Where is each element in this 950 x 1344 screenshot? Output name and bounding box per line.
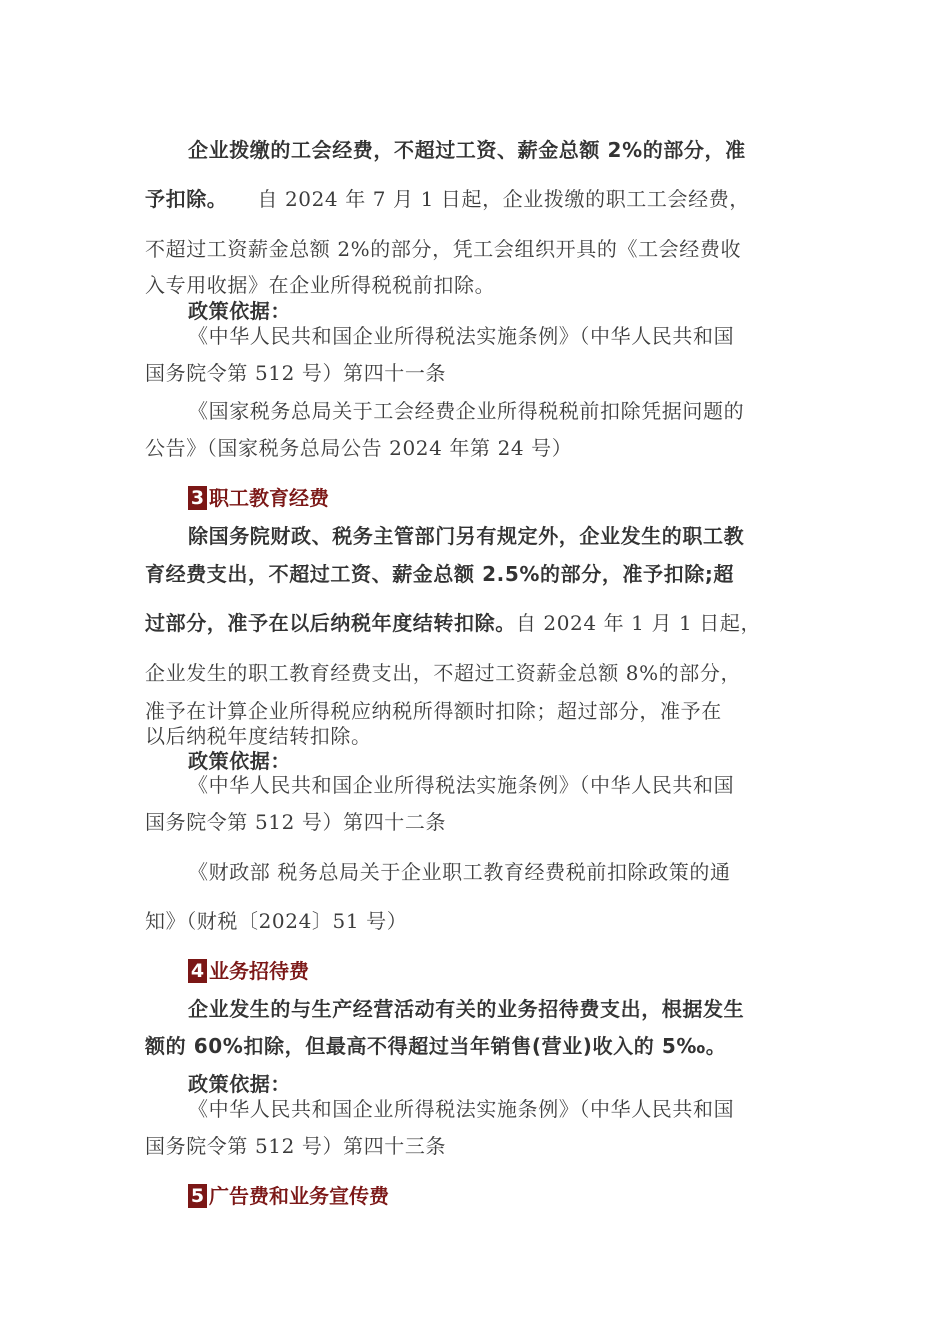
- section-number-badge: 4: [188, 959, 207, 983]
- section-title: 业务招待费: [209, 959, 309, 983]
- paragraph-line: 入专用收据》在企业所得税税前扣除。: [145, 273, 496, 297]
- bold-text: 过部分，准予在以后纳税年度结转扣除。: [145, 611, 516, 635]
- paragraph-line: 以后纳税年度结转扣除。: [145, 724, 372, 748]
- bold-text: 予扣除。: [145, 187, 228, 211]
- reference-line: 国务院令第 512 号）第四十二条: [145, 810, 447, 834]
- paragraph-line: 准予在计算企业所得税应纳税所得额时扣除；超过部分，准予在: [145, 699, 722, 723]
- section-heading: [188, 1181, 389, 1211]
- reference-line: 国务院令第 512 号）第四十三条: [145, 1134, 447, 1158]
- reference-line: 《中华人民共和国企业所得税法实施条例》（中华人民共和国: [188, 773, 735, 797]
- paragraph-line: 企业发生的职工教育经费支出，不超过工资薪金总额 8%的部分，: [145, 661, 742, 685]
- paragraph-line: 额的 60%扣除，但最高不得超过当年销售(营业)收入的 5‰。: [145, 1034, 727, 1058]
- section-heading: [188, 483, 329, 513]
- reference-line: 公告》（国家税务总局公告 2024 年第 24 号）: [145, 436, 573, 460]
- section-number-badge: 3: [188, 486, 207, 510]
- paragraph-line: 育经费支出，不超过工资、薪金总额 2.5%的部分，准予扣除;超: [145, 562, 735, 586]
- paragraph-line: 除国务院财政、税务主管部门另有规定外，企业发生的职工教: [188, 524, 745, 548]
- reference-line: 《财政部 税务总局关于企业职工教育经费税前扣除政策的通: [188, 860, 731, 884]
- policy-basis-label: 政策依据：: [188, 749, 291, 773]
- paragraph-line: 企业发生的与生产经营活动有关的业务招待费支出，根据发生: [188, 997, 745, 1021]
- reference-line: 《中华人民共和国企业所得税法实施条例》（中华人民共和国: [188, 1097, 735, 1121]
- regular-text: 自 2024 年 1 月 1 日起，: [515, 611, 762, 635]
- section-title: 广告费和业务宣传费: [209, 1184, 389, 1208]
- paragraph-line: 不超过工资薪金总额 2%的部分，凭工会组织开具的《工会经费收: [145, 237, 742, 261]
- regular-text: 自 2024 年 7 月 1 日起，企业拨缴的职工工会经费，: [257, 187, 750, 211]
- paragraph-line: [145, 184, 813, 214]
- paragraph-line: [145, 608, 813, 638]
- reference-line: 《国家税务总局关于工会经费企业所得税税前扣除凭据问题的: [188, 399, 745, 423]
- section-number-badge: 5: [188, 1184, 207, 1208]
- section-heading: [188, 956, 309, 986]
- reference-line: 《中华人民共和国企业所得税法实施条例》（中华人民共和国: [188, 324, 735, 348]
- section-title: 职工教育经费: [209, 486, 329, 510]
- policy-basis-label: 政策依据：: [188, 1072, 291, 1096]
- reference-line: 知》（财税〔2024〕51 号）: [145, 909, 408, 933]
- paragraph-line: 企业拨缴的工会经费，不超过工资、薪金总额 2%的部分，准: [188, 138, 746, 162]
- reference-line: 国务院令第 512 号）第四十一条: [145, 361, 447, 385]
- policy-basis-label: 政策依据：: [188, 299, 291, 323]
